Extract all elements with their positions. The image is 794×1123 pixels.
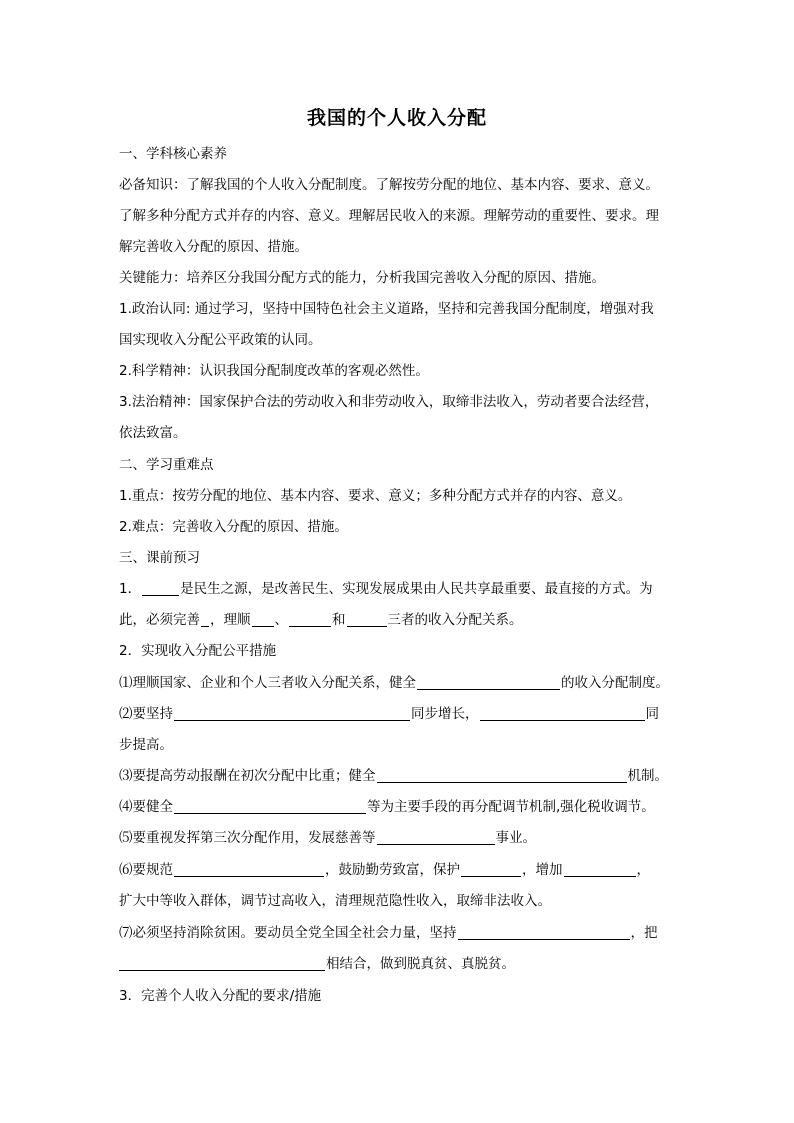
measure-text: ⑹要规范 bbox=[119, 862, 173, 878]
measure-6-line-1 bbox=[119, 861, 689, 879]
measure-text: ⑶要提高劳动报酬在初次分配中比重；健全 bbox=[119, 768, 376, 784]
question-1-text: ，理顺 bbox=[210, 612, 251, 628]
question-1-text: 和 bbox=[332, 612, 346, 628]
fill-blank[interactable] bbox=[174, 706, 410, 721]
measure-text: 机制。 bbox=[627, 768, 668, 784]
measure-3-line bbox=[119, 767, 689, 785]
measure-text: 的收入分配制度。 bbox=[561, 675, 669, 691]
fill-blank[interactable] bbox=[564, 862, 636, 877]
measure-text: 相结合，做到脱真贫、真脱贫。 bbox=[326, 956, 515, 972]
fill-blank[interactable] bbox=[377, 830, 495, 845]
fill-blank[interactable] bbox=[289, 612, 331, 627]
question-3-heading: 3．完善个人收入分配的要求/措施 bbox=[119, 988, 322, 1004]
fill-blank[interactable] bbox=[174, 862, 324, 877]
key-point-line: 1.重点：按劳分配的地位、基本内容、要求、意义；多种分配方式并存的内容、意义。 bbox=[119, 488, 632, 504]
page-title: 我国的个人收入分配 bbox=[306, 107, 487, 129]
section-heading-preview: 三、课前预习 bbox=[119, 550, 200, 566]
fill-blank[interactable] bbox=[417, 675, 560, 690]
measure-text: ⑺必须坚持消除贫困。要动员全党全国全社会力量，坚持 bbox=[119, 925, 457, 941]
scientific-spirit-line: 2.科学精神：认识我国分配制度改革的客观必然性。 bbox=[119, 363, 429, 379]
essential-knowledge-line-3: 解完善收入分配的原因、措施。 bbox=[119, 239, 308, 255]
measure-text: ，增加 bbox=[522, 862, 563, 878]
political-identity-line-2: 国实现收入分配公平政策的认同。 bbox=[119, 332, 322, 348]
question-1-text: 是民生之源，是改善民生、实现发展成果由人民共享最重要、最直接的方式。为 bbox=[180, 581, 653, 597]
difficulty-line: 2.难点：完善收入分配的原因、措施。 bbox=[119, 519, 348, 535]
essential-knowledge-line-1: 必备知识：了解我国的个人收入分配制度。了解按劳分配的地位、基本内容、要求、意义。 bbox=[119, 177, 659, 193]
measure-text: 同步增长， bbox=[411, 706, 479, 722]
fill-blank[interactable] bbox=[377, 768, 627, 783]
measure-text: ⑸要重视发挥第三次分配作用，发展慈善等 bbox=[119, 830, 376, 846]
measure-text: 同 bbox=[645, 706, 659, 722]
question-1-line-1 bbox=[119, 580, 689, 598]
measure-text: 等为主要手段的再分配调节机制,强化税收调节。 bbox=[367, 799, 655, 815]
measure-7-line-1 bbox=[119, 924, 689, 942]
measure-text: ， bbox=[636, 862, 650, 878]
measure-4-line bbox=[119, 798, 689, 816]
fill-blank[interactable] bbox=[347, 612, 387, 627]
key-ability-line: 关键能力：培养区分我国分配方式的能力，分析我国完善收入分配的原因、措施。 bbox=[119, 270, 605, 286]
question-1-line-2 bbox=[119, 611, 689, 629]
measure-5-line bbox=[119, 829, 689, 847]
question-1-text: 三者的收入分配关系。 bbox=[387, 612, 523, 628]
fill-blank[interactable] bbox=[461, 862, 521, 877]
rule-of-law-line-2: 依法致富。 bbox=[119, 425, 187, 441]
section-heading-core-literacy: 一、学科核心素养 bbox=[119, 146, 227, 162]
rule-of-law-line-1: 3.法治精神：国家保护合法的劳动收入和非劳动收入，取缔非法收入，劳动者要合法经营， bbox=[119, 394, 659, 410]
measure-text: ⑴理顺国家、企业和个人三者收入分配关系，健全 bbox=[119, 675, 416, 691]
measure-6-line-2: 扩大中等收入群体，调节过高收入，清理规范隐性收入，取缔非法收入。 bbox=[119, 893, 551, 909]
measure-text: 事业。 bbox=[495, 830, 536, 846]
essential-knowledge-line-2: 了解多种分配方式并存的内容、意义。理解居民收入的来源。理解劳动的重要性、要求。理 bbox=[119, 208, 659, 224]
question-2-heading: 2．实现收入分配公平措施 bbox=[119, 643, 277, 659]
fill-blank[interactable] bbox=[174, 799, 366, 814]
fill-blank[interactable] bbox=[142, 581, 179, 596]
question-1-number: 1． bbox=[119, 581, 142, 597]
question-1-text: 、 bbox=[274, 612, 288, 628]
measure-text: ⑷要健全 bbox=[119, 799, 173, 815]
fill-blank[interactable] bbox=[201, 612, 209, 627]
fill-blank[interactable] bbox=[252, 612, 274, 627]
measure-text: ，鼓励勤劳致富，保护 bbox=[325, 862, 460, 878]
fill-blank[interactable] bbox=[119, 956, 325, 971]
question-1-text: 此，必须完善 bbox=[119, 612, 200, 628]
measure-7-line-2 bbox=[119, 955, 689, 973]
measure-2-line-2: 步提高。 bbox=[119, 737, 173, 753]
fill-blank[interactable] bbox=[458, 925, 630, 940]
measure-text: ⑵要坚持 bbox=[119, 706, 173, 722]
political-identity-line-1: 1.政治认同: 通过学习，坚持中国特色社会主义道路，坚持和完善我国分配制度，增强对我 bbox=[119, 301, 654, 317]
measure-2-line-1 bbox=[119, 705, 689, 723]
fill-blank[interactable] bbox=[480, 706, 645, 721]
section-heading-key-points: 二、学习重难点 bbox=[119, 457, 214, 473]
measure-text: ，把 bbox=[630, 925, 658, 941]
measure-1-line bbox=[119, 674, 689, 692]
